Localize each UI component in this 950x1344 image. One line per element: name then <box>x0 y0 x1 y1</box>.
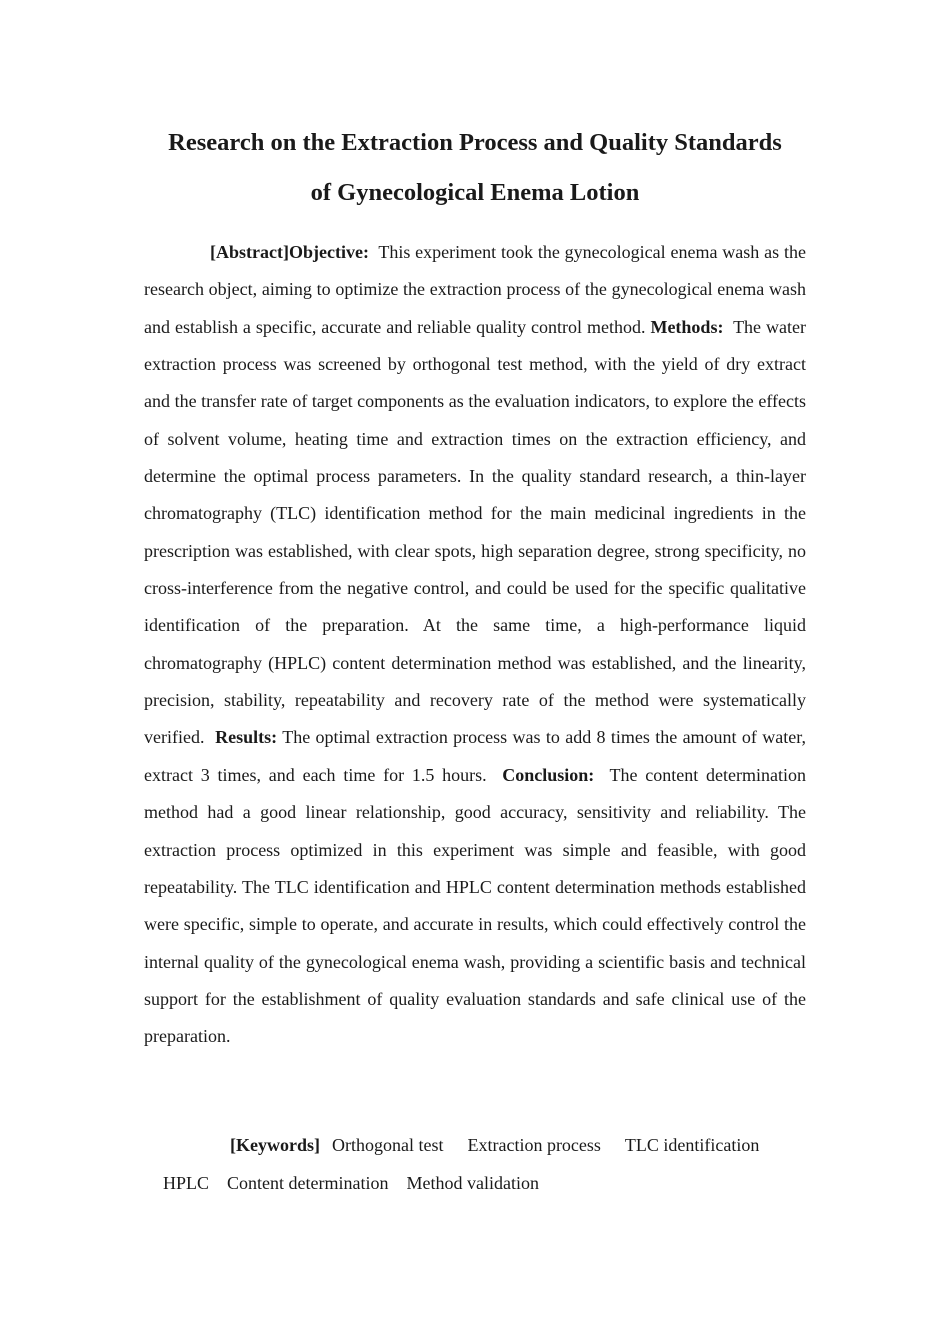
keyword-item: HPLC <box>163 1172 210 1193</box>
abstract-paragraph <box>144 234 806 1056</box>
results-label: Results: <box>215 727 278 748</box>
conclusion-label: Conclusion: <box>502 764 595 785</box>
methods-label: Methods: <box>650 316 724 337</box>
abstract-label: [Abstract] <box>210 242 289 262</box>
keywords-line-1 <box>163 1127 806 1165</box>
keyword-item: Extraction process <box>467 1135 601 1155</box>
paper-title <box>100 118 850 218</box>
keywords-label: [Keywords] <box>230 1135 320 1155</box>
keyword-item: Method validation <box>406 1172 539 1193</box>
keyword-item: TLC identification <box>624 1135 760 1155</box>
conclusion-text: The content determination method had a good linear relationship, good accuracy, sensitivity and reliability. The extraction process optimized in this experiment was simple and feasible, with good repeatability. The TLC identification and HPLC content determination methods established were specific, simple to operate, and accurate in results, which could effectively control the internal quality of the gynecological enema wash, providing a scientific basis and technical support for the establishment of quality evaluation standards and safe clinical use of the preparation. <box>144 764 806 1047</box>
paper-title-line-2: of Gynecological Enema Lotion <box>310 179 640 206</box>
objective-label: Objective: <box>288 242 369 262</box>
keywords-line-2 <box>163 1165 806 1203</box>
results-text: The optimal extraction process was to add 8 times the amount of water, extract 3 times, and each time for 1.5 hours. <box>144 727 806 785</box>
keyword-item: Content determination <box>227 1172 389 1193</box>
methods-text: The water extraction process was screened by orthogonal test method, with the yield of dry extract and the transfer rate of target components as the evaluation indicators, to explore the effects of solvent volume, heating time and extraction times on the extraction efficiency, and determine the optimal process parameters. In the quality standard research, a thin-layer chromatography (TLC) identification method for the main medicinal ingredients in the prescription was established, with clear spots, high separation degree, strong specificity, no cross-interference from the negative control, and could be used for the specific qualitative identification of the preparation. At the same time, a high-performance liquid chromatography (HPLC) content determination method was established, and the linearity, precision, stability, repeatability and recovery rate of the method were systematically verified. <box>144 316 806 748</box>
objective-text: This experiment took the gynecological enema wash as the research object, aiming to optimize the extraction process of the gynecological enema wash and establish a specific, accurate and reliable quality control method. <box>144 242 806 337</box>
paper-title-line-1: Research on the Extraction Process and Quality Standards <box>168 129 782 156</box>
keywords-section <box>163 1127 806 1202</box>
keyword-item: Orthogonal test <box>331 1135 444 1155</box>
